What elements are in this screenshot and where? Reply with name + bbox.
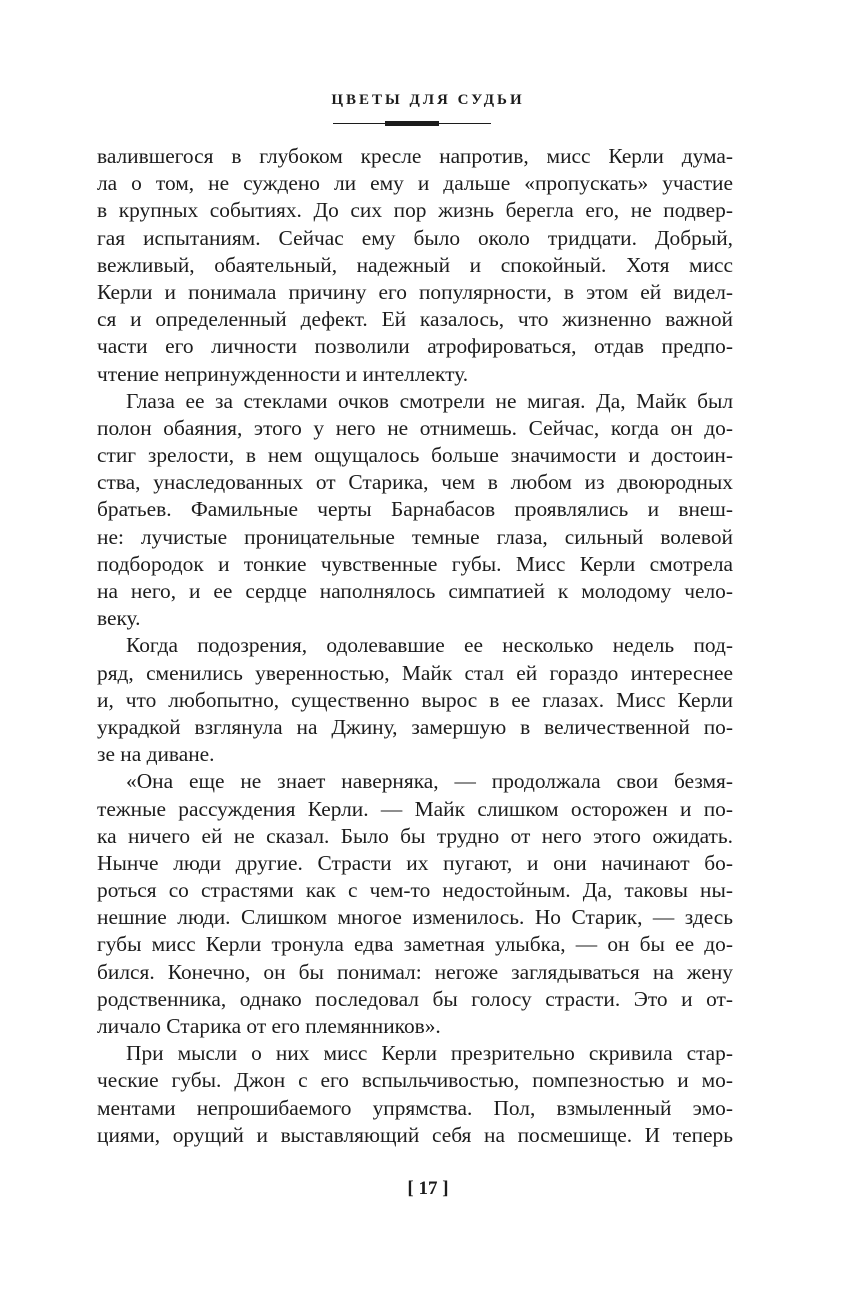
text-line: ся и определенный дефект. Ей казалось, что жизненно важной [97, 307, 733, 332]
header-rule-ornament [385, 121, 439, 126]
text-line: украдкой взглянула на Джину, замершую в величественной по- [97, 714, 733, 739]
text-line: и, что любопытно, существенно вырос в ее глазах. Мисс Керли [97, 687, 733, 712]
text-line: циями, орущий и выставляющий себя на посмешище. И теперь [97, 1122, 733, 1147]
text-line: подбородок и тонкие чувственные губы. Мисс Керли смотрела [97, 551, 733, 576]
text-line: ства, унаследованных от Старика, чем в любом из двоюродных [97, 470, 733, 495]
text-line: части его личности позволили атрофироваться, отдав предпо- [97, 334, 733, 359]
running-title: ЦВЕТЫ ДЛЯ СУДЬИ [331, 92, 525, 108]
text-line: личало Старика от его племянников». [97, 1014, 441, 1038]
text-line: губы мисс Керли тронула едва заметная улыбка, — он бы ее до- [97, 932, 733, 957]
text-line: роться со страстями как с чем-то недостойным. Да, таковы ны- [97, 878, 733, 903]
text-line: нешние люди. Слишком многое изменилось. Но Старик, — здесь [97, 905, 733, 930]
text-line: ментами непрошибаемого упрямства. Пол, взмыленный эмо- [97, 1095, 733, 1120]
text-line: ряд, сменились уверенностью, Майк стал ей гораздо интереснее [97, 660, 733, 685]
text-line: Когда подозрения, одолевавшие ее несколько недель под- [126, 633, 733, 658]
text-line: При мысли о них мисс Керли презрительно скривила стар- [126, 1041, 733, 1066]
text-line: ческие губы. Джон с его вспыльчивостью, помпезностью и мо- [97, 1068, 733, 1093]
text-line: братьев. Фамильные черты Барнабасов проявлялись и внеш- [97, 497, 733, 522]
text-line: стиг зрелости, в нем ощущалось больше значимости и достоин- [97, 443, 733, 468]
text-line: на него, и ее сердце наполнялось симпатией к молодому чело- [97, 579, 733, 603]
text-line: тежные рассуждения Керли. — Майк слишком осторожен и по- [97, 796, 733, 821]
text-line: не: лучистые проницательные темные глаза, сильный волевой [97, 524, 733, 549]
text-line: веку. [97, 606, 141, 631]
text-line: Глаза ее за стеклами очков смотрели не мигая. Да, Майк был [126, 388, 733, 413]
text-line: гая испытаниям. Сейчас ему было около тридцати. Добрый, [97, 225, 733, 250]
text-line: вежливый, обаятельный, надежный и спокойный. Хотя мисс [97, 252, 733, 277]
text-line: «Она еще не знает наверняка, — продолжала свои безмя- [126, 769, 733, 794]
text-line: валившегося в глубоком кресле напротив, мисс Керли дума- [97, 144, 733, 168]
text-line: ла о том, не суждено ли ему и дальше «пропускать» участие [97, 171, 733, 196]
text-line: в крупных событиях. До сих пор жизнь берегла его, не подвер- [97, 198, 733, 223]
body-text [97, 143, 733, 1149]
text-line: Нынче люди другие. Страсти их пугают, и они начинают бо- [97, 850, 733, 875]
text-line: бился. Конечно, он бы понимал: негоже заглядываться на жену [97, 959, 733, 984]
text-line: ка ничего ей не сказал. Было бы трудно от него этого ожидать. [97, 823, 733, 848]
text-line: полон обаяния, этого у него не отнимешь. Сейчас, когда он до- [97, 415, 733, 440]
text-line: зе на диване. [97, 742, 215, 767]
text-line: Керли и понимала причину его популярности, в этом ей видел- [97, 279, 733, 304]
text-line: чтение непринужденности и интеллекту. [97, 361, 469, 386]
page-number: [ 17 ] [407, 1178, 449, 1199]
text-line: родственника, однако последовал бы голосу страсти. Это и от- [97, 986, 733, 1011]
